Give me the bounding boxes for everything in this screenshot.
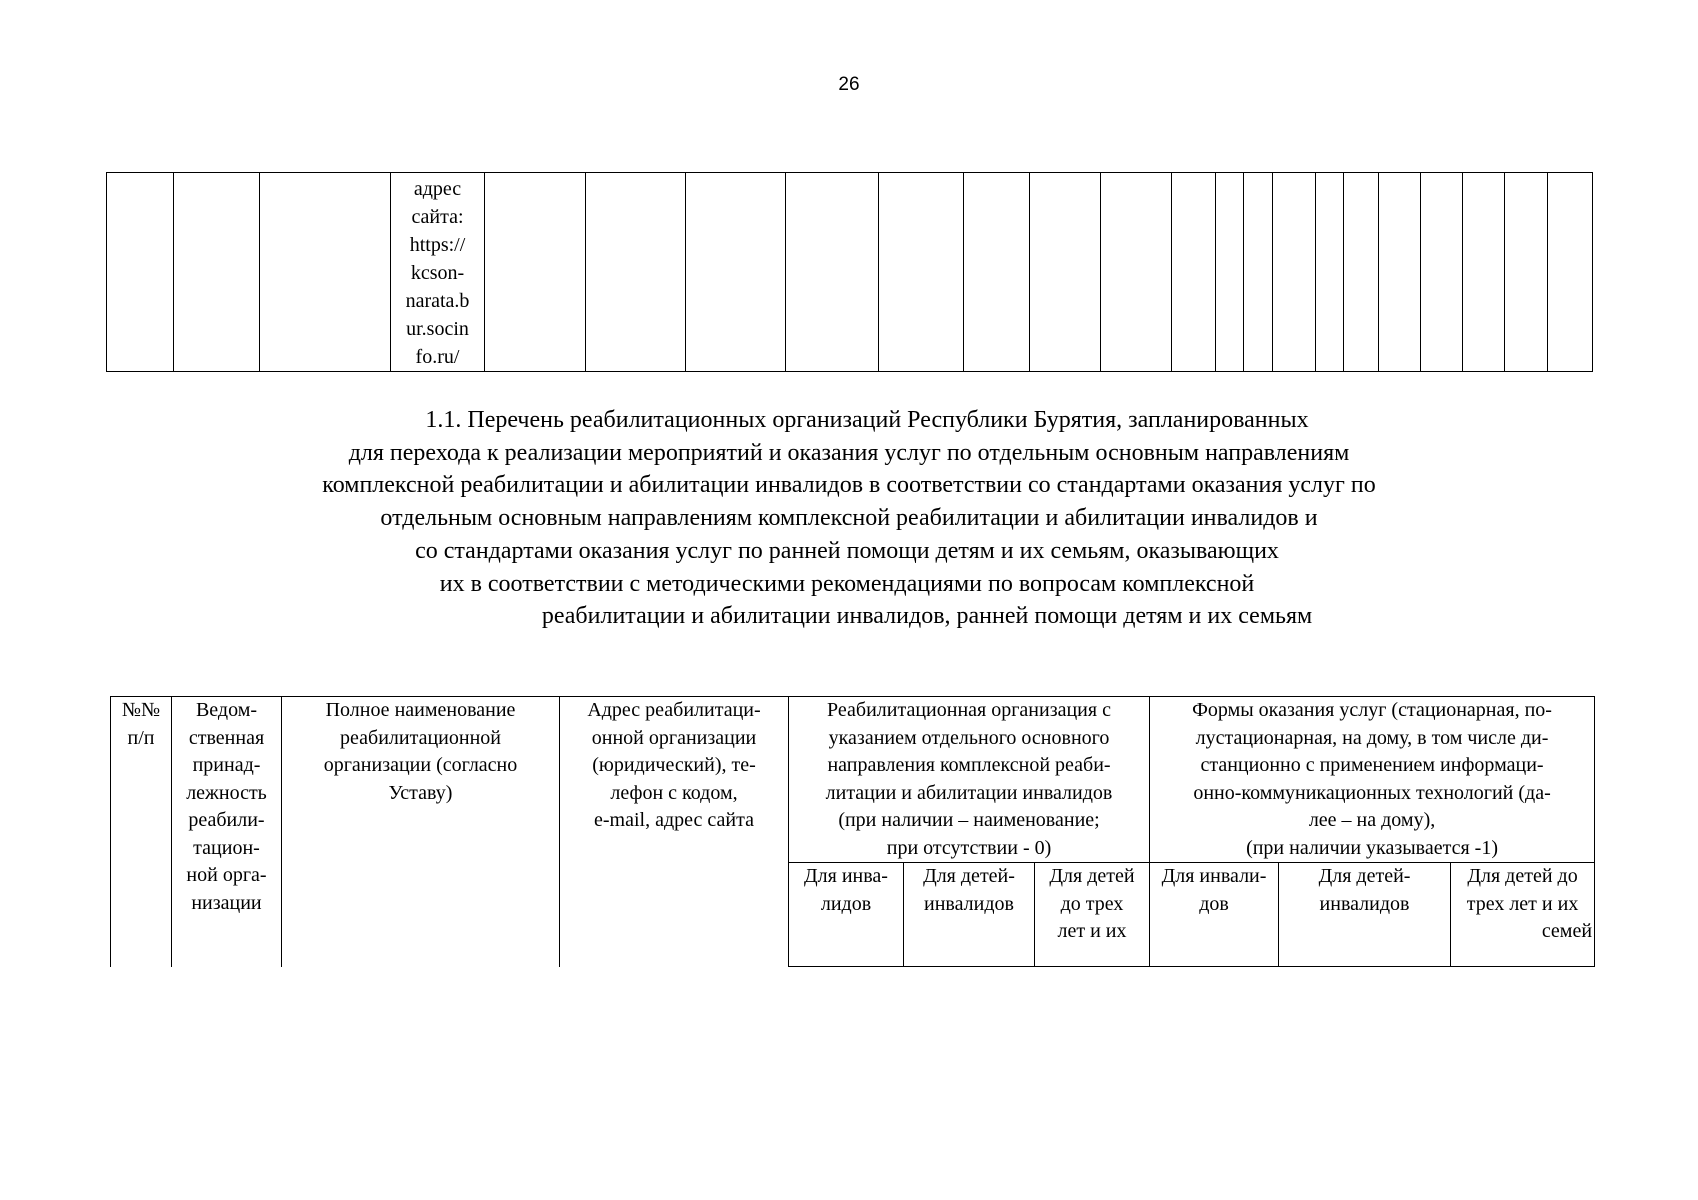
heading-line: комплексной реабилитации и абилитации инвалидов в соответствии со стандартами оказания услуг по [322, 472, 1376, 499]
address-line: ur.socin [406, 318, 469, 340]
header-text: дов [1199, 892, 1229, 915]
address-line: fo.ru/ [415, 346, 460, 368]
table-cell [964, 173, 1030, 372]
table-cell [1244, 173, 1273, 372]
table-cell [786, 173, 879, 372]
table-cell [1344, 173, 1379, 372]
table-cell [1101, 173, 1172, 372]
table-cell [1172, 173, 1216, 372]
header-text: e-mail, адрес сайта [594, 809, 754, 831]
table-cell [1463, 173, 1505, 372]
header-text: Ведом- [195, 699, 258, 721]
header-text: Для детей- [1318, 865, 1411, 887]
col-header-forms-disabled [1150, 863, 1279, 967]
col-header-rehab-disabled-children [904, 863, 1035, 967]
table-cell [586, 173, 686, 372]
header-text: Для детей [1049, 865, 1135, 887]
table-cell [485, 173, 586, 372]
address-line: адрес [413, 178, 462, 200]
address-line: narata.b [405, 290, 470, 312]
header-text: до трех [1060, 892, 1124, 915]
table-cell [1421, 173, 1463, 372]
header-text: п/п [127, 726, 155, 749]
header-text: (юридический), те- [592, 754, 756, 776]
table-cell [1216, 173, 1244, 372]
table-cell [1273, 173, 1316, 372]
address-cell [391, 173, 485, 372]
heading-line: реабилитации и абилитации инвалидов, ранней помощи детям и их семьям [541, 603, 1313, 630]
header-text: лет и их [1057, 920, 1127, 942]
header-text: трех лет и их [1466, 892, 1579, 915]
heading-line: отдельным основным направлениям комплексной реабилитации и абилитации инвалидов и [380, 505, 1318, 532]
header-text: инвалидов [924, 892, 1014, 915]
header-text: ственная [188, 726, 265, 749]
header-text: низации [191, 891, 262, 914]
header-text: №№ [121, 699, 161, 721]
header-text: лидов [820, 892, 872, 915]
heading-line: 1.1. Перечень реабилитационных организаций Республики Бурятия, запланированных [425, 407, 1309, 433]
header-text: указанием отдельного основного [828, 726, 1110, 749]
header-text: лустационарная, на дому, в том числе ди- [1195, 726, 1549, 749]
table-row [107, 173, 1593, 372]
header-text: организации (согласно [323, 754, 518, 776]
continuation-table [106, 172, 1593, 372]
address-line: https:// [409, 234, 466, 256]
table-cell [1030, 173, 1101, 372]
header-text: (при наличии – наименование; [838, 809, 1100, 831]
col-header-forms-children-under-three [1451, 863, 1595, 967]
header-text: литации и абилитации инвалидов [825, 781, 1113, 804]
header-text: Полное наименование [325, 699, 516, 721]
table-cell [686, 173, 786, 372]
heading-line: для перехода к реализации мероприятий и оказания услуг по отдельным основным направлениям [348, 439, 1350, 466]
header-text: реабилитационной [340, 726, 501, 749]
table-cell [174, 173, 260, 372]
header-text: при отсутствии - 0) [886, 836, 1052, 859]
col-header-rehab-disabled [789, 863, 904, 967]
address-line: kcson- [410, 262, 465, 284]
col-header-number [111, 697, 172, 967]
table-cell [260, 173, 391, 372]
table-cell [1379, 173, 1421, 372]
header-text: Для инвали- [1161, 865, 1267, 887]
header-text: лее – на дому), [1308, 809, 1436, 831]
header-text: лефон с кодом, [610, 781, 738, 804]
heading-line: их в соответствии с методическими рекомендациями по вопросам комплексной [439, 570, 1255, 597]
table-cell [1548, 173, 1593, 372]
header-text: станционно с применением информаци- [1200, 754, 1544, 776]
header-text: Адрес реабилитаци- [587, 699, 761, 721]
header-text: онной организации [591, 726, 757, 749]
header-text: лежность [186, 781, 267, 804]
header-text: Формы оказания услуг (стационарная, по- [1192, 699, 1552, 721]
col-header-rehab-children-under-three [1035, 863, 1150, 967]
col-group-service-forms [1150, 697, 1595, 863]
table-cell [107, 173, 174, 372]
header-text: ной орга- [186, 864, 267, 886]
table-cell [879, 173, 964, 372]
header-row [111, 697, 1595, 863]
header-text: реабили- [188, 809, 265, 831]
col-header-full-name [282, 697, 560, 967]
header-text: инвалидов [1319, 892, 1410, 915]
address-line: сайта: [411, 206, 464, 228]
page-number: 26 [838, 74, 860, 95]
header-text: Реабилитационная организация с [827, 699, 1111, 721]
header-text: Для детей- [923, 865, 1015, 887]
header-text: Для детей до [1467, 865, 1578, 887]
header-text: (при наличии указывается -1) [1246, 836, 1498, 859]
table-cell [1505, 173, 1548, 372]
header-text: онно-коммуникационных технологий (да- [1193, 781, 1551, 804]
header-text: тацион- [193, 836, 260, 859]
col-header-address [560, 697, 789, 967]
section-heading [0, 404, 1698, 633]
col-group-rehab-organization [789, 697, 1150, 863]
header-text: Для инва- [804, 865, 888, 887]
heading-line: со стандартами оказания услуг по ранней помощи детям и их семьям, оказывающих [415, 537, 1279, 564]
table-cell [1316, 173, 1344, 372]
header-text: Уставу) [388, 781, 453, 804]
rehab-organizations-table-header [110, 696, 1595, 967]
col-header-department [172, 697, 282, 967]
col-header-forms-disabled-children [1279, 863, 1451, 967]
header-text: семей [1541, 920, 1593, 942]
header-text: направления комплексной реаби- [827, 754, 1111, 776]
header-text: принад- [192, 754, 261, 776]
